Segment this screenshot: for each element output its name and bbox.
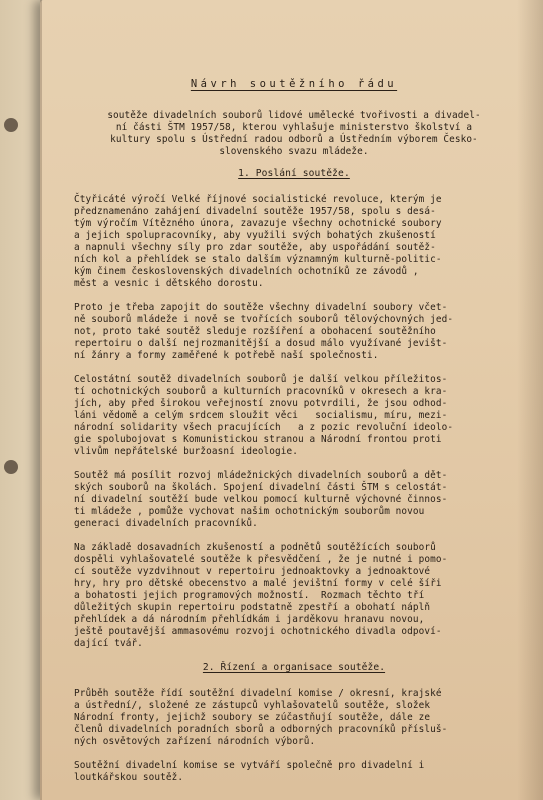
text-line: Proto je třeba zapojit do soutěže všechny divadelní soubory včet- bbox=[74, 302, 448, 313]
document-title: Návrh soutěžního řádu bbox=[190, 78, 398, 90]
text-line: ných osvětových zařízení národních výborů. bbox=[74, 736, 316, 747]
text-line: ní žánry a formy zaměřené k potřebě naší společnosti. bbox=[74, 350, 379, 361]
paragraph bbox=[74, 688, 514, 748]
text-line: dající tvář. bbox=[74, 638, 143, 649]
text-line: ně souborů mládeže i nově se tvořících souborů tělovýchovných jed- bbox=[74, 314, 454, 325]
text-line: soutěže divadelních souborů lidové umělecké tvořivosti a divadel- bbox=[107, 110, 481, 121]
section-2-heading bbox=[74, 662, 514, 674]
text-line: vlivům nepřátelské buržoasní ideologie. bbox=[74, 446, 299, 457]
text-line: gie spolubojovat s Komunistickou stranou a Národní frontou proti bbox=[74, 434, 442, 445]
text-line: národní solidarity všech pracujících a z pozic revoluční ideolo- bbox=[74, 422, 454, 433]
section-1-body bbox=[74, 194, 514, 650]
text-line: členů divadelních poradních sborů a odborných pracovníků přísluš- bbox=[74, 724, 448, 735]
text-line: ní divadelní soutěží bude velkou pomocí kulturně výchovné činnos- bbox=[74, 494, 448, 505]
text-line: Čtyřicáté výročí Velké říjnové socialistické revoluce, kterým je bbox=[74, 194, 442, 205]
text-line: ještě poutavější ammasovému rozvoji ochotnického divadla odpoví- bbox=[74, 626, 442, 637]
section-1-heading-text: 1. Poslání soutěže. bbox=[238, 168, 350, 179]
text-line: Celostátní soutěž divadelních souborů je další velkou příležitos- bbox=[74, 374, 448, 385]
text-line: ních kol a přehlídek se stalo dalším významným kulturně-politic- bbox=[74, 254, 442, 265]
text-line: ní části ŠTM 1957/58, kterou vyhlašuje ministerstvo školství a bbox=[115, 122, 473, 133]
paragraph bbox=[74, 374, 514, 458]
text-line: přehlídek a dá národním přehlídkám i jarděkovu hranavu novou, bbox=[74, 614, 425, 625]
document-page bbox=[40, 0, 543, 800]
text-line: ti mládeže , pomůže vychovat našim ochotnickým souborům novou bbox=[74, 506, 425, 517]
text-line: Průběh soutěže řídí soutěžní divadelní komise / okresní, krajské bbox=[74, 688, 442, 699]
text-line: a ústřední/, složené ze zástupců vyhlašovatelů soutěže, složek bbox=[74, 700, 431, 711]
text-line: generaci divadelních pracovníků. bbox=[74, 518, 258, 529]
text-line: Soutěžní divadelní komise se vytváří společně pro divadelní i bbox=[74, 760, 425, 771]
text-line: důležitých skupin repertoiru podstatně zpestří a obohatí náplň bbox=[74, 602, 431, 613]
text-line: měst a vesnic i dětského dorostu. bbox=[74, 278, 264, 289]
text-line: cí soutěže vyzdvihnout v repertoiru jednoaktovky a jednoaktové bbox=[74, 566, 431, 577]
text-line: tí ochotnických souborů a kulturních pracovníků v okresech a kra- bbox=[74, 386, 448, 397]
text-line: slovenského svazu mládeže. bbox=[219, 146, 369, 157]
punch-hole bbox=[4, 118, 18, 132]
text-line: láni vědomě a celým srdcem sloužit věci socialismu, míru, mezi- bbox=[74, 410, 448, 421]
intro-paragraph bbox=[74, 110, 514, 158]
text-line: hry, hry pro dětské obecenstvo a malé jevištní formy v celé šíři bbox=[74, 578, 442, 589]
text-line: loutkářskou soutěž. bbox=[74, 772, 184, 783]
text-line: tým výročím Vítězného února, zavazuje všechny ochotnické soubory bbox=[74, 218, 442, 229]
text-line: a jejich spolupracovníky, aby využili svých bohatých zkušeností bbox=[74, 230, 436, 241]
punch-hole bbox=[4, 460, 18, 474]
text-line: dospěli vyhlašovatelé soutěže k přesvědčení , že je nutné i pomo- bbox=[74, 554, 448, 565]
section-2-body bbox=[74, 688, 514, 784]
text-line: Soutěž má posílit rozvoj mládežnických divadelních souborů a dět- bbox=[74, 470, 448, 481]
text-line: not, proto také soutěž sleduje rozšíření a obohacení soutěžního bbox=[74, 326, 436, 337]
text-line: jích, aby před širokou veřejností znovu potvrdili, že jsou odhod- bbox=[74, 398, 448, 409]
document-body bbox=[74, 78, 514, 796]
paragraph bbox=[74, 194, 514, 290]
text-line: kultury spolu s Ústřední radou odborů a Ústředním výborem Česko- bbox=[110, 134, 478, 145]
text-line: předznamenáno zahájení divadelní soutěže 1957/58, spolu s desá- bbox=[74, 206, 436, 217]
text-line: kým činem československých divadelních ochotníků ze závodů , bbox=[74, 266, 419, 277]
text-line: Na základě dosavadních zkušeností a podnětů soutěžících souborů bbox=[74, 542, 436, 553]
text-line: ských souborů na školách. Spojení divadelní části ŠTM s celostát- bbox=[74, 482, 448, 493]
page-fold-line bbox=[40, 0, 42, 800]
text-line: Národní fronty, jejichž soubory se zúčastňují soutěže, dále ze bbox=[74, 712, 431, 723]
paragraph bbox=[74, 542, 514, 650]
paragraph bbox=[74, 302, 514, 362]
section-2-heading-text: 2. Řízení a organisace soutěže. bbox=[202, 662, 386, 673]
section-1-heading bbox=[74, 168, 514, 180]
paragraph bbox=[74, 760, 514, 784]
text-line: a napnuli všechny síly pro zdar soutěže, aby uspořádání soutěž- bbox=[74, 242, 436, 253]
text-line: a bohatosti jejich programových možností. Rozmach těchto tří bbox=[74, 590, 425, 601]
text-line: repertoiru o další nejrozmanitější a dosud málo využívané jevišt- bbox=[74, 338, 448, 349]
paragraph bbox=[74, 470, 514, 530]
